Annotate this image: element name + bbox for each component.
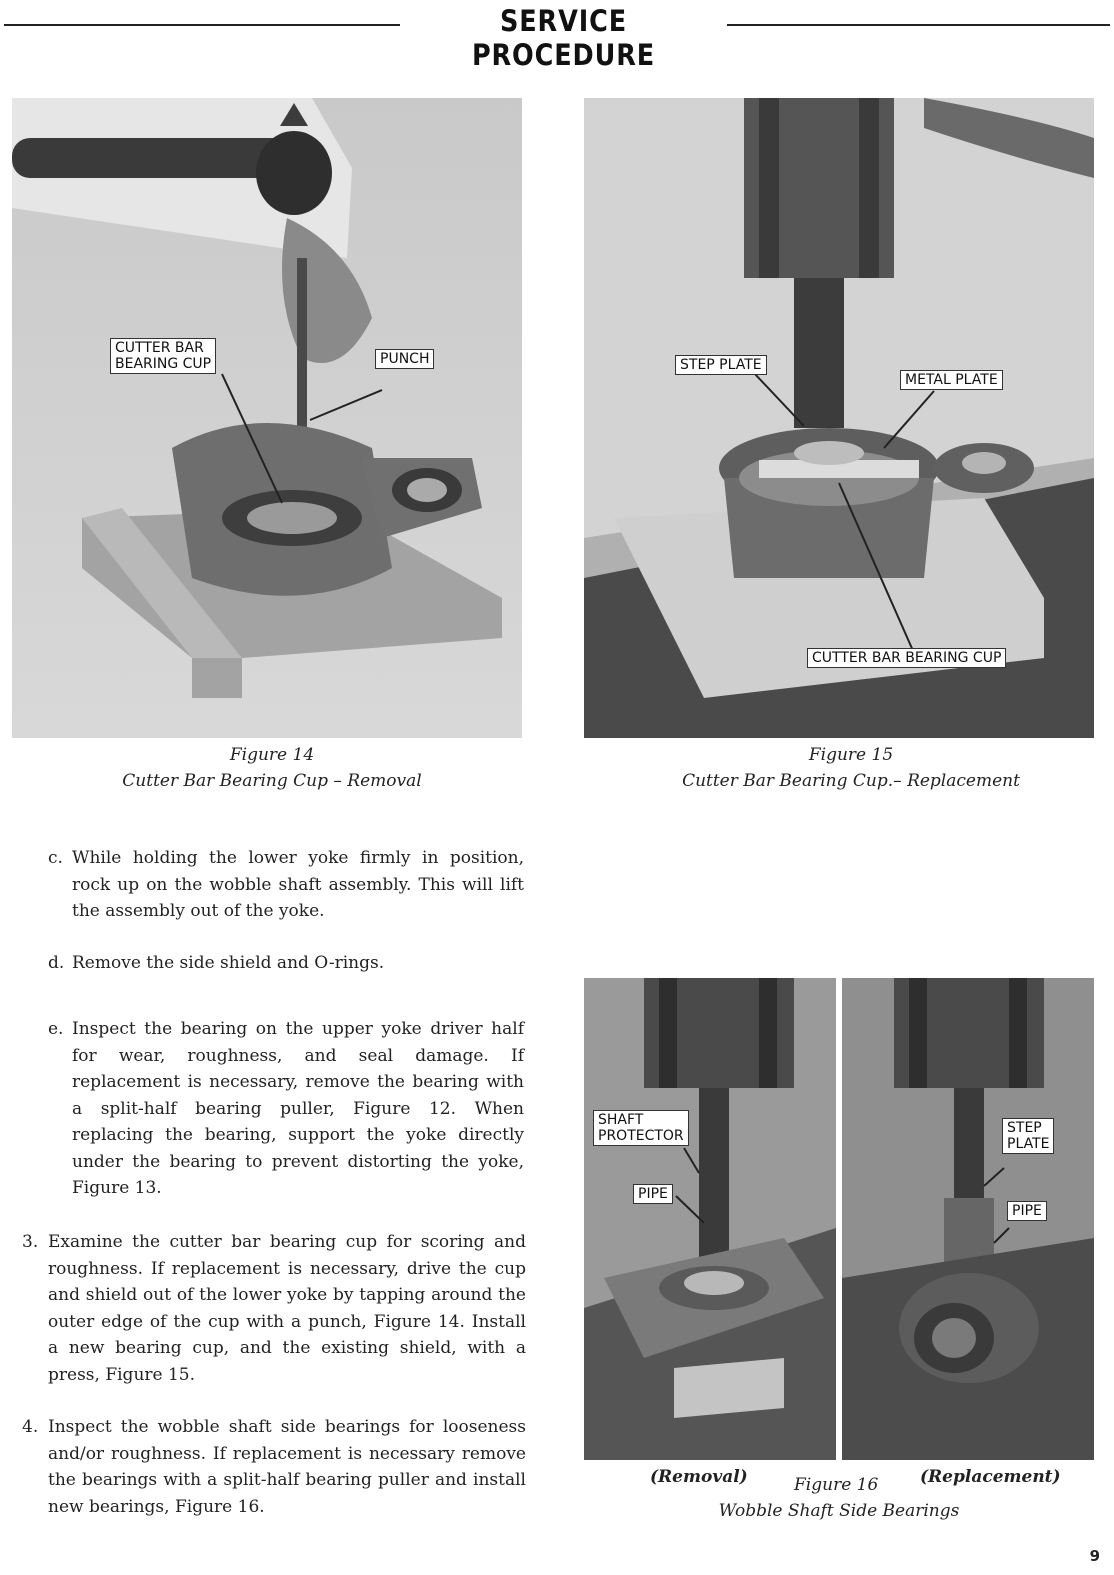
callout-cutter-bar-bearing-cup-2: CUTTER BAR BEARING CUP <box>807 648 1006 668</box>
callout-metal-plate: METAL PLATE <box>900 370 1003 390</box>
callout-pipe-left: PIPE <box>633 1184 673 1204</box>
callout-pipe-right: PIPE <box>1007 1201 1047 1221</box>
figure-16-replacement-label: (Replacement) <box>920 1467 1061 1487</box>
step-4 <box>22 1414 526 1520</box>
page-number: 9 <box>1089 1547 1100 1565</box>
step-d-text: Remove the side shield and O-rings. <box>72 953 385 973</box>
page-title: SERVICE PROCEDURE <box>471 4 656 72</box>
step-3-marker: 3. <box>22 1232 39 1252</box>
figure-16-caption <box>584 1464 1094 1524</box>
callout-step-plate: STEP PLATE <box>675 355 767 375</box>
step-e-marker: e. <box>48 1019 64 1039</box>
step-c-marker: c. <box>48 848 63 868</box>
step-e-text: Inspect the bearing on the upper yoke driver half for wear, roughness, and seal damage. If replacement is necessary, remove the bearing with a split-half bearing puller, Figure 12. When replacing the bearing, support the yoke directly under the bearing to prevent distorting the yoke, Figure 13. <box>72 1019 524 1198</box>
step-c <box>48 845 524 925</box>
figure-14-caption <box>12 742 532 794</box>
header-rule-left <box>4 24 400 26</box>
callout-step-plate-2: STEP PLATE <box>1002 1118 1054 1154</box>
figure-14-illustration <box>12 98 522 738</box>
figure-16-removal-label: (Removal) <box>650 1467 748 1487</box>
figure-15-number: Figure 15 <box>808 745 894 765</box>
step-3 <box>22 1229 526 1388</box>
step-d-marker: d. <box>48 953 65 973</box>
page-header <box>0 4 1114 72</box>
step-3-text: Examine the cutter bar bearing cup for scoring and roughness. If replacement is necessary, drive the cup and shield out of the lower yoke by tapping around the outer edge of the cup with a punch, Figure 14. Install a new bearing cup, and the existing shield, with a press, Figure 15. <box>48 1232 526 1385</box>
step-4-text: Inspect the wobble shaft side bearings for looseness and/or roughness. If replacement is necessary remove the bearings with a split-half bearing puller and install new bearings, Figure 16. <box>48 1417 526 1517</box>
figure-16-number: Figure 16 <box>794 1475 879 1495</box>
figure-14-photo <box>12 98 522 738</box>
callout-punch: PUNCH <box>375 349 434 369</box>
figure-15-illustration <box>584 98 1094 738</box>
step-e <box>48 1016 524 1202</box>
step-c-text: While holding the lower yoke firmly in position, rock up on the wobble shaft assembly. This will lift the assembly out of the yoke. <box>72 848 524 921</box>
figure-15-caption <box>584 742 1114 794</box>
figure-15-title: Cutter Bar Bearing Cup.– Replacement <box>682 771 1020 791</box>
step-4-marker: 4. <box>22 1417 39 1437</box>
figure-16-title: Wobble Shaft Side Bearings <box>718 1501 960 1521</box>
figure-14-number: Figure 14 <box>229 745 315 765</box>
figure-14-title: Cutter Bar Bearing Cup – Removal <box>122 771 422 791</box>
header-rule-right <box>727 24 1110 26</box>
callout-cutter-bar-bearing-cup: CUTTER BAR BEARING CUP <box>110 338 216 374</box>
callout-shaft-protector: SHAFT PROTECTOR <box>593 1110 689 1146</box>
step-d <box>48 950 524 977</box>
figure-15-photo <box>584 98 1094 738</box>
